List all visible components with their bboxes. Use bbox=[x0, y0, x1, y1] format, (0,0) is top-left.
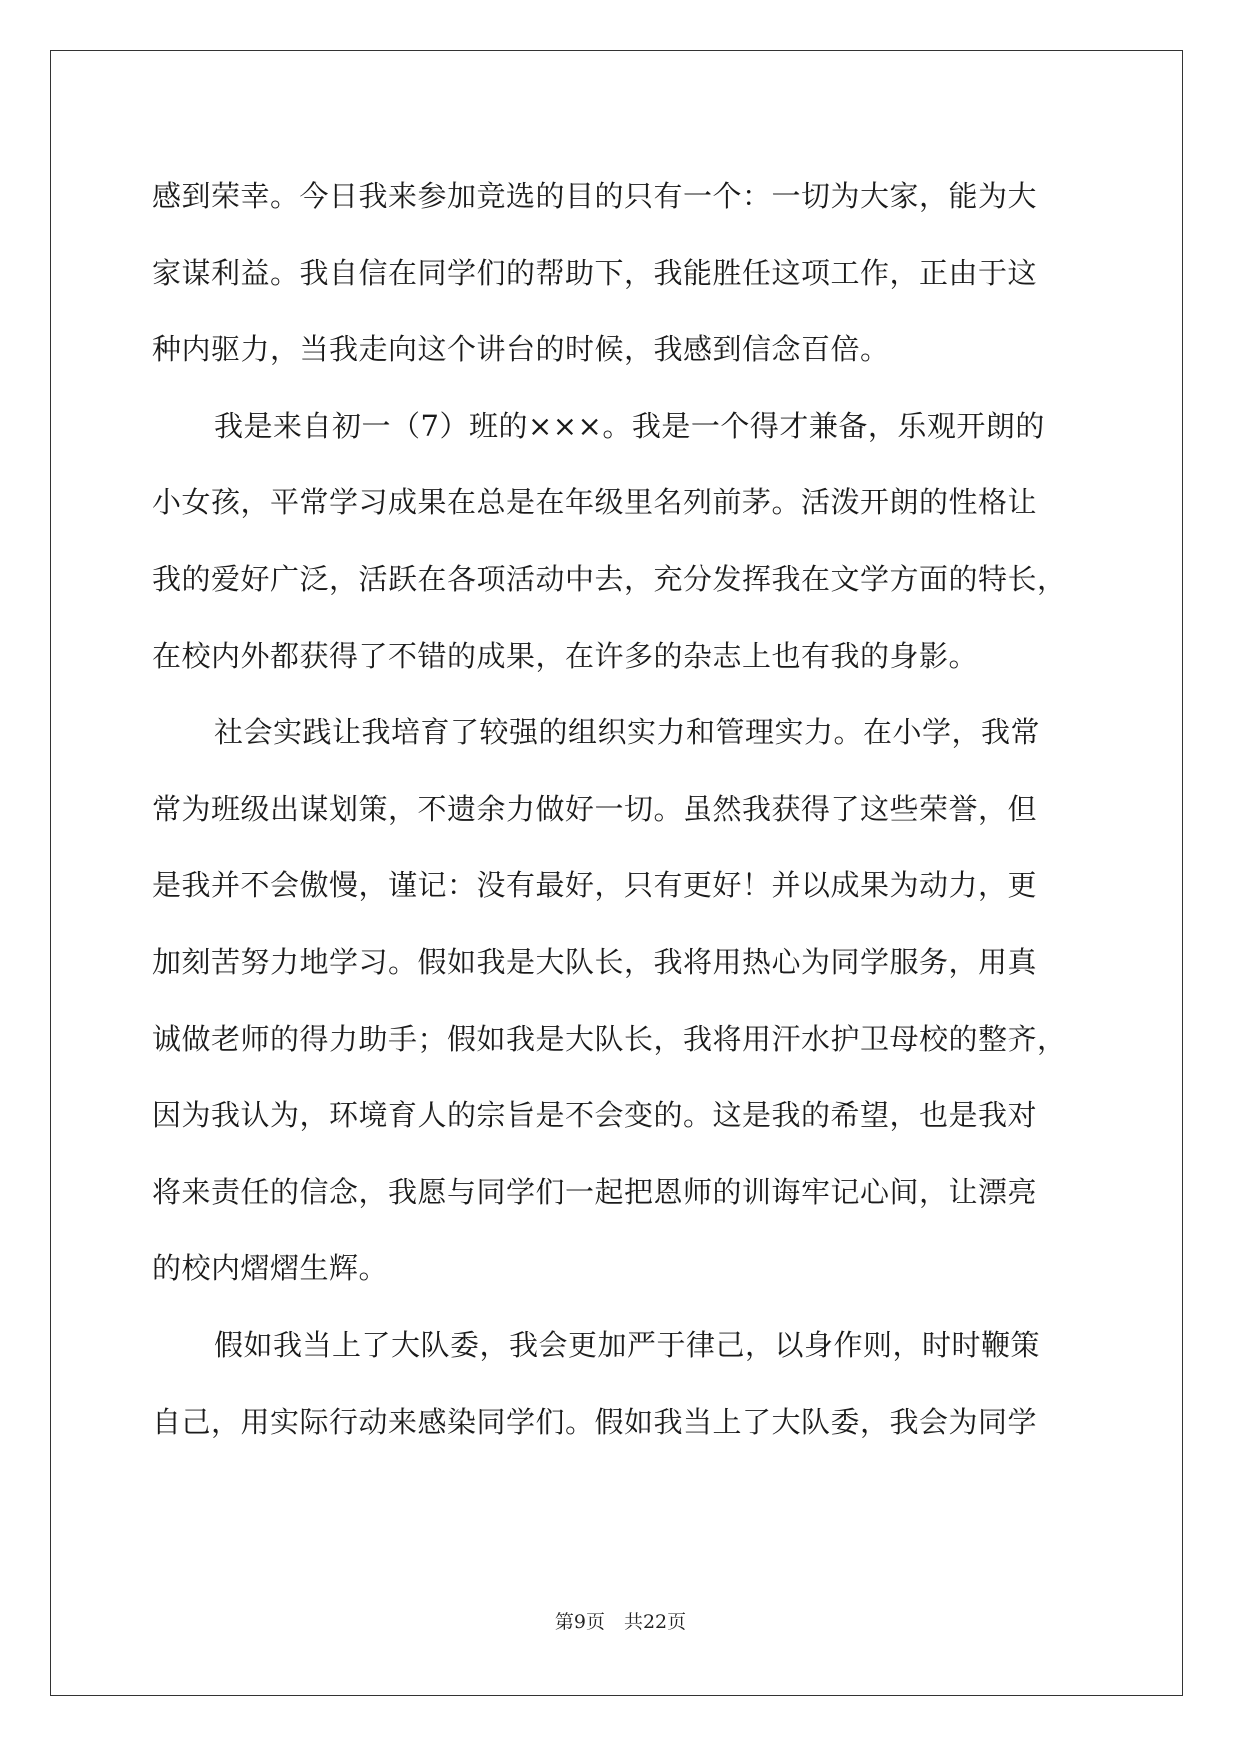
text-line: 家谋利益。我自信在同学们的帮助下，我能胜任这项工作，正由于这 bbox=[152, 255, 1038, 290]
text-line: 加刻苦努力地学习。假如我是大队长，我将用热心为同学服务，用真 bbox=[152, 944, 1038, 979]
text-line: 常为班级出谋划策，不遗余力做好一切。虽然我获得了这些荣誉，但 bbox=[152, 791, 1038, 826]
text-line: 社会实践让我培育了较强的组织实力和管理实力。在小学，我常 bbox=[214, 715, 1041, 750]
text-line: 诚做老师的得力助手；假如我是大队长，我将用汗水护卫母校的整齐， bbox=[152, 1021, 1067, 1056]
page-number-footer: 第9页 共22页 bbox=[554, 1611, 687, 1633]
text-line: 感到荣幸。今日我来参加竞选的目的只有一个：一切为大家，能为大 bbox=[152, 179, 1038, 213]
text-line: 假如我当上了大队委，我会更加严于律己，以身作则，时时鞭策 bbox=[214, 1327, 1041, 1362]
text-line: 自己，用实际行动来感染同学们。假如我当上了大队委，我会为同学 bbox=[152, 1404, 1038, 1439]
text-line: 我是来自初一（7）班的×××。我是一个得才兼备，乐观开朗的 bbox=[214, 408, 1045, 443]
text-line: 小女孩，平常学习成果在总是在年级里名列前茅。活泼开朗的性格让 bbox=[152, 485, 1038, 520]
text-line: 我的爱好广泛，活跃在各项活动中去，充分发挥我在文学方面的特长， bbox=[152, 561, 1067, 596]
document-body bbox=[152, 158, 1092, 1460]
text-line: 种内驱力，当我走向这个讲台的时候，我感到信念百倍。 bbox=[152, 332, 890, 367]
text-line: 将来责任的信念，我愿与同学们一起把恩师的训诲牢记心间，让漂亮 bbox=[152, 1174, 1038, 1209]
text-line: 在校内外都获得了不错的成果，在许多的杂志上也有我的身影。 bbox=[152, 638, 979, 673]
text-line: 因为我认为，环境育人的宗旨是不会变的。这是我的希望，也是我对 bbox=[152, 1098, 1038, 1133]
text-line: 是我并不会傲慢，谨记：没有最好，只有更好！并以成果为动力，更 bbox=[152, 868, 1038, 903]
text-line: 的校内熠熠生辉。 bbox=[152, 1251, 389, 1286]
